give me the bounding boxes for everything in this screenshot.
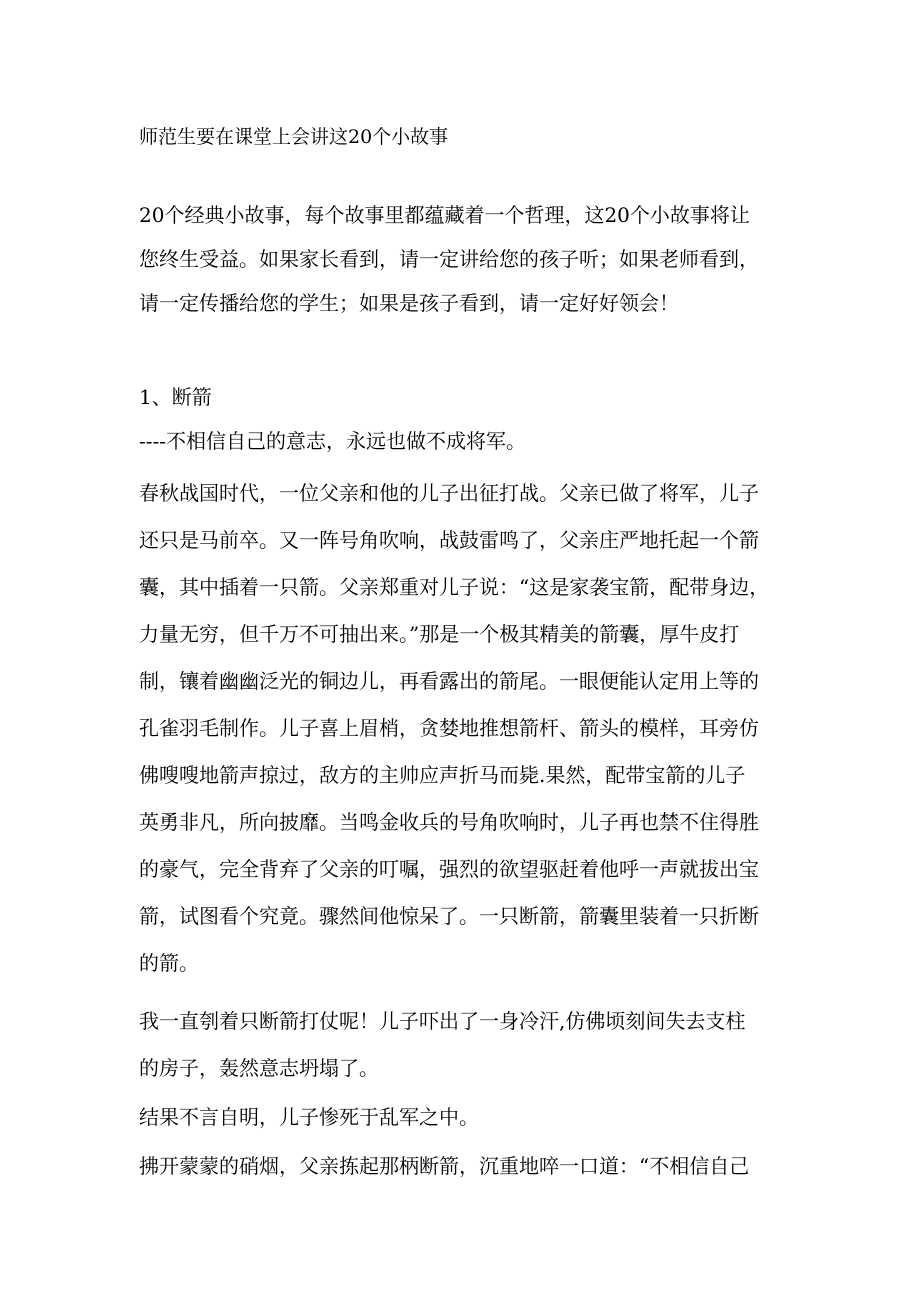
- intro-line: 20个经典小故事，每个故事里都蕴藏着一个哲理，这20个小故事将让: [139, 203, 750, 227]
- story-line: 结果不言自明，儿子惨死于乱军之中。: [139, 1105, 479, 1129]
- story-line: 囊，其中插着一只箭。父亲郑重对儿子说：“这是家袭宝箭，配带身边，: [139, 575, 770, 599]
- story-line: 的豪气，完全背弃了父亲的叮嘱，强烈的欲望驱赶着他呼一声就拔出宝: [139, 857, 759, 881]
- story-line: 制，镶着幽幽泛光的铜边儿，再看露出的箭尾。一眼便能认定用上等的: [139, 669, 759, 693]
- story-line: 还只是马前卒。又一阵号角吹响，战鼓雷鸣了，父亲庄严地托起一个箭: [139, 528, 759, 552]
- intro-line: 您终生受益。如果家长看到，请一定讲给您的孩子听；如果老师看到，: [139, 247, 759, 271]
- document-title: 师范生要在课堂上会讲这20个小故事: [139, 126, 449, 148]
- story-line: 力量无穷，但千万不可抽出来。”那是一个极其精美的箭囊，厚牛皮打: [139, 622, 740, 646]
- story-line: 的箭。: [139, 951, 199, 975]
- intro-line: 请一定传播给您的学生；如果是孩子看到，请一定好好领会！: [139, 291, 679, 315]
- story-line: 英勇非凡，所向披靡。当鸣金收兵的号角吹响时，儿子再也禁不住得胜: [139, 810, 759, 834]
- story-line: 箭，试图看个究竟。骤然间他惊呆了。一只断箭，箭囊里装着一只折断: [139, 904, 759, 928]
- story-heading: 1、断箭: [139, 385, 212, 409]
- story-line: 春秋战国时代，一位父亲和他的儿子出征打战。父亲已做了将军，儿子: [139, 481, 759, 505]
- story-line: 拂开蒙蒙的硝烟，父亲拣起那柄断箭，沉重地啐一口道：“不相信自己: [139, 1154, 750, 1178]
- story-line: 佛嗖嗖地箭声掠过，敌方的主帅应声折马而毙.果然，配带宝箭的儿子: [139, 763, 746, 787]
- story-line: 的房子，轰然意志坍塌了。: [139, 1056, 379, 1080]
- story-line: 我一直刳着只断箭打仗呢！儿子吓出了一身冷汗,仿佛顷刻间失去支柱: [139, 1009, 746, 1033]
- story-line: 孔雀羽毛制作。儿子喜上眉梢，贪婪地推想箭杆、箭头的模样，耳旁仿: [139, 716, 759, 740]
- story-moral: ----不相信自己的意志，永远也做不成将军。: [139, 429, 527, 453]
